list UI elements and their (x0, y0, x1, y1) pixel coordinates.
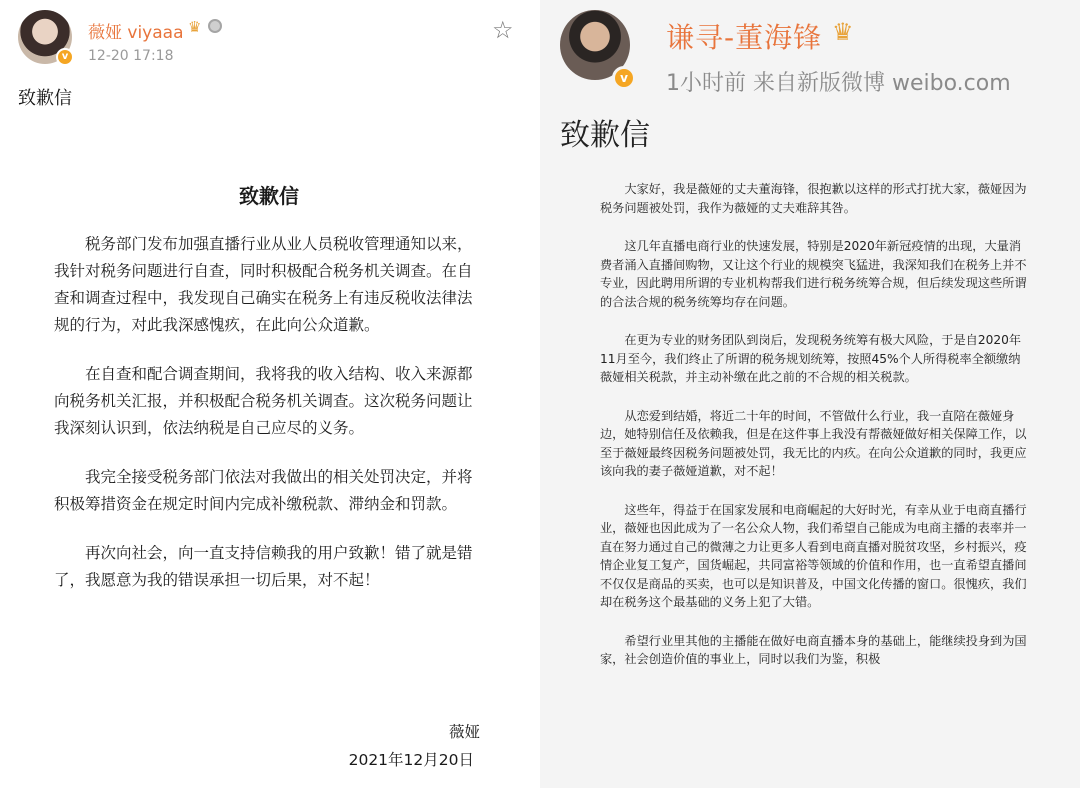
post-timestamp: 12-20 17:18 (88, 48, 174, 64)
letter-paragraph: 再次向社会，向一直支持信赖我的用户致歉！错了就是错了，我愿意为我的错误承担一切后果，对不起！ (54, 544, 473, 589)
letter-paragraph: 我完全接受税务部门依法对我做出的相关处罚决定，并将积极筹措资金在规定时间内完成补缴税款、滞纳金和罚款。 (54, 468, 473, 513)
letter-paragraph: 在更为专业的财务团队到岗后，发现税务统筹有极大风险，于是自2020年11月至今，我们终止了所谓的税务规划统筹，按照45%个人所得税率全额缴纳薇娅相关税款，并主动补缴在此之前的不合规的相关税款。 (600, 333, 1022, 384)
verified-v-icon: v (56, 48, 74, 66)
crown-icon: ♛ (188, 18, 202, 36)
letter-paragraph: 从恋爱到结婚，将近二十年的时间，不管做什么行业，我一直陪在薇娅身边，她特别信任及依赖我，但是在这件事上我没有帮薇娅做好相关保障工作，以至于薇娅最终因税务问题被处罚，我无比的内疚。在向公众道歉的同时，我更应该向我的妻子薇娅道歉，对不起！ (600, 408, 1027, 478)
crown-icon: ♛ (832, 18, 854, 46)
post-text: 致歉信 (560, 118, 650, 153)
post-meta: 1小时前 来自新版微博 weibo.com (666, 71, 1011, 96)
letter-paragraph: 税务部门发布加强直播行业从业人员税收管理通知以来，我针对税务问题进行自查，同时积极配合税务机关调查。在自查和调查过程中，我发现自己确实在税务上有违反税收法律法规的行为，对此我深感愧疚，在此向公众道歉。 (54, 235, 473, 334)
star-icon[interactable]: ☆ (492, 16, 514, 44)
letter-title: 致歉信 (239, 184, 299, 208)
verified-v-icon: v (612, 66, 636, 90)
letter-paragraph: 希望行业里其他的主播能在做好电商直播本身的基础上，能继续投身到为国家，社会创造价值的事业上，同时以我们为鉴，积极 (600, 633, 1027, 666)
post-text: 致歉信 (18, 88, 72, 109)
author-name[interactable]: 谦寻-董海锋 (666, 21, 823, 54)
letter-paragraph: 大家好，我是薇娅的丈夫董海锋，很抱歉以这样的形式打扰大家，薇娅因为税务问题被处罚，我作为薇娅的丈夫难辞其咎。 (600, 182, 1027, 215)
signature-name: 薇娅 (448, 723, 480, 741)
letter-paragraph: 这些年，得益于在国家发展和电商崛起的大好时光，有幸从业于电商直播行业，薇娅也因此成为了一名公众人物，我们希望自己能成为电商主播的表率并一直在努力通过自己的微薄之力让更多人看到电商直播对脱贫攻坚，乡村振兴，疫情企业复工复产，国货崛起，共同富裕等领域的价值和作用，也一直希望直播间不仅仅是商品的买卖，也可以是知识普及，中国文化传播的窗口。很愧疚，我们却在税务这个最基础的义务上犯了大错。 (600, 502, 1027, 609)
letter-paragraph: 在自查和配合调查期间，我将我的收入结构、收入来源都向税务机关汇报，并积极配合税务机关调查。这次税务问题让我深刻认识到，依法纳税是自己应尽的义务。 (54, 365, 473, 437)
apology-letter-image[interactable] (54, 180, 484, 594)
apology-letter-image[interactable] (600, 180, 1030, 689)
letter-paragraph: 这几年直播电商行业的快速发展，特别是2020年新冠疫情的出现，大量消费者涌入直播间购物，又让这个行业的规模突飞猛进，我深知我们在税务上并不专业，因此聘用所谓的专业机构帮我们进行税务统筹合规，但后续发现这些所谓的合法合规的税务统筹均存在问题。 (600, 239, 1027, 309)
medal-icon (208, 19, 222, 33)
author-name[interactable]: 薇娅 viyaaa (88, 23, 184, 43)
right-weibo-post (540, 0, 1080, 788)
signature-date: 2021年12月20日 (348, 751, 474, 769)
